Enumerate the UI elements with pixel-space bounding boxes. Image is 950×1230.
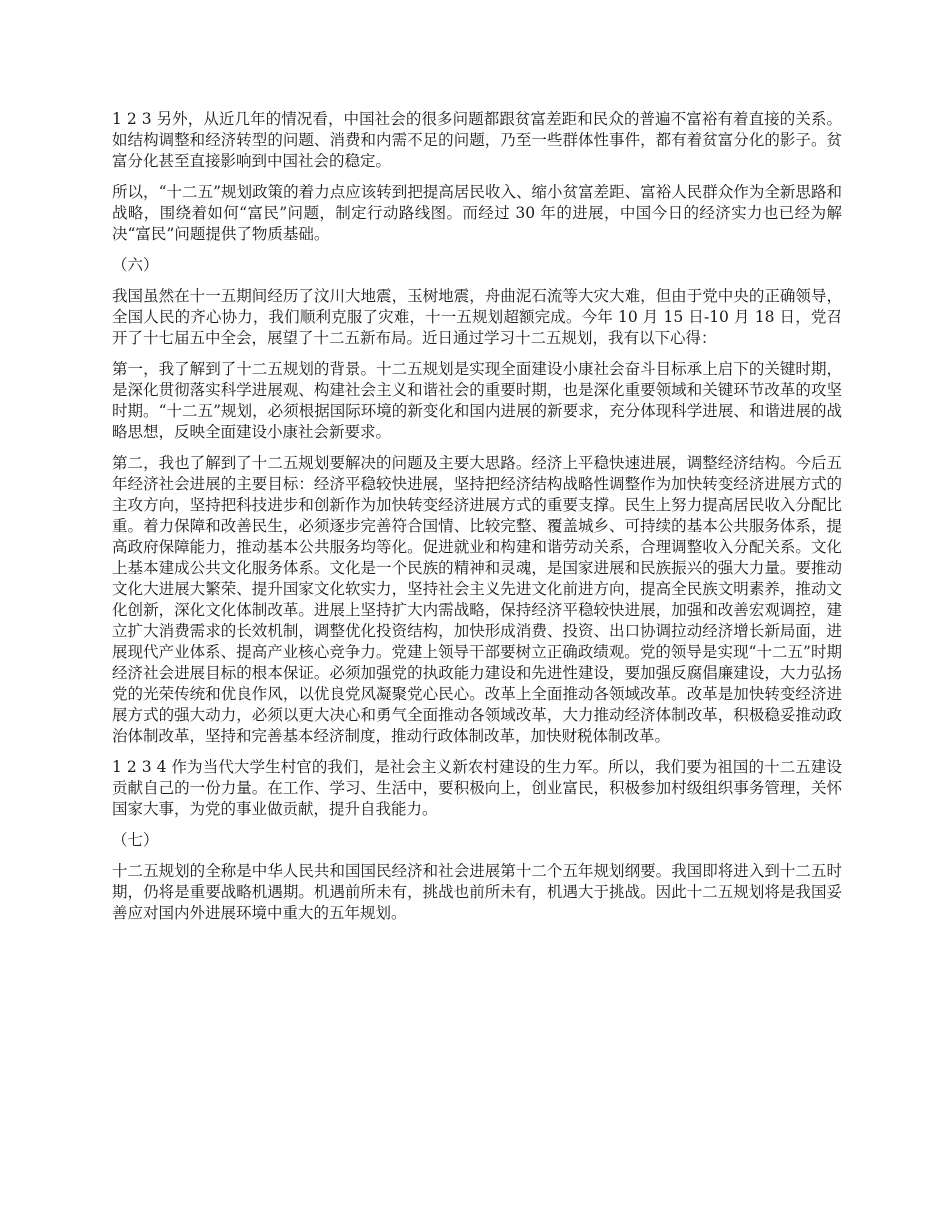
document-body <box>112 109 842 934</box>
paragraph-second-main-ideas: 第二，我也了解到了十二五规划要解决的问题及主要大思路。经济上平稳快速进展，调整经济结构。今后五年经济社会进展的主要目标：经济平稳较快进展，坚持把经济结构战略性调整作为加快转变经济进展方式的主攻方向，坚持把科技进步和创新作为加快转变经济进展方式的重要支撑。民生上努力提高居民收入分配比重。着力保障和改善民生，必须逐步完善符合国情、比较完整、覆盖城乡、可持续的基本公共服务体系，提高政府保障能力，推动基本公共服务均等化。促进就业和构建和谐劳动关系，合理调整收入分配关系。文化上基本建成公共文化服务体系。文化是一个民族的精神和灵魂，是国家进展和民族振兴的强大力量。要推动文化大进展大繁荣、提升国家文化软实力，坚持社会主义先进文化前进方向，提高全民族文明素养，推动文化创新，深化文化体制改革。进展上坚持扩大内需战略，保持经济平稳较快进展，加强和改善宏观调控，建立扩大消费需求的长效机制，调整优化投资结构，加快形成消费、投资、出口协调拉动经济增长新局面，进展现代产业体系、提高产业核心竞争力。党建上领导干部要树立正确政绩观。党的领导是实现“十二五”时期经济社会进展目标的根本保证。必须加强党的执政能力建设和先进性建设，要加强反腐倡廉建设，大力弘扬党的光荣传统和优良作风，以优良党风凝聚党心民心。改革上全面推动各领域改革。改革是加快转变经济进展方式的强大动力，必须以更大决心和勇气全面推动各领域改革，大力推动经济体制改革，积极稳妥推动政治体制改革，坚持和完善基本经济制度，推动行政体制改革，加快财税体制改革。 <box>112 454 842 745</box>
paragraph-village-officials: 1 2 3 4 作为当代大学生村官的我们，是社会主义新农村建设的生力军。所以，我们要为祖国的十二五建设贡献自己的一份力量。在工作、学习、生活中，要积极向上，创业富民，积极参加村级组织事务管理，关怀国家大事，为党的事业做贡献，提升自我能力。 <box>112 758 842 818</box>
section-heading-seven: （七） <box>112 831 159 849</box>
paragraph-plan-full-name: 十二五规划的全称是中华人民共和国国民经济和社会进展第十二个五年规划纲要。我国即将进入到十二五时期，仍将是重要战略机遇期。机遇前所未有，挑战也前所未有，机遇大于挑战。因此十二五规划将是我国妥善应对国内外进展环境中重大的五年规划。 <box>112 862 842 922</box>
section-heading-six: （六） <box>112 256 159 274</box>
paragraph-first-background: 第一，我了解到了十二五规划的背景。十二五规划是实现全面建设小康社会奋斗目标承上启下的关键时期，是深化贯彻落实科学进展观、构建社会主义和谐社会的重要时期，也是深化重要领域和关键环节改革的攻坚时期。“十二五”规划，必须根据国际环境的新变化和国内进展的新要求，充分体现科学进展、和谐进展的战略思想，反映全面建设小康社会新要求。 <box>112 360 842 441</box>
paragraph-wealth-gap: 1 2 3 另外，从近几年的情况看，中国社会的很多问题都跟贫富差距和民众的普遍不富裕有着直接的关系。如结构调整和经济转型的问题、消费和内需不足的问题，乃至一些群体性事件，都有着贫富分化的影子。贫富分化甚至直接影响到中国社会的稳定。 <box>112 110 842 170</box>
paragraph-eleventh-plan-review: 我国虽然在十一五期间经历了汶川大地震，玉树地震，舟曲泥石流等大灾大难，但由于党中央的正确领导，全国人民的齐心协力，我们顺利克服了灾难，十一五规划超额完成。今年 10 月 15 日-10 月 18 日，党召开了十七届五中全会，展望了十二五新布局。近日通过学习十二五规划，我有以下心得： <box>112 287 842 347</box>
paragraph-policy-focus: 所以，“十二五”规划政策的着力点应该转到把提高居民收入、缩小贫富差距、富裕人民群众作为全新思路和战略，围绕着如何“富民”问题，制定行动路线图。而经过 30 年的进展，中国今日的经济实力也已经为解决“富民”问题提供了物质基础。 <box>112 183 842 243</box>
